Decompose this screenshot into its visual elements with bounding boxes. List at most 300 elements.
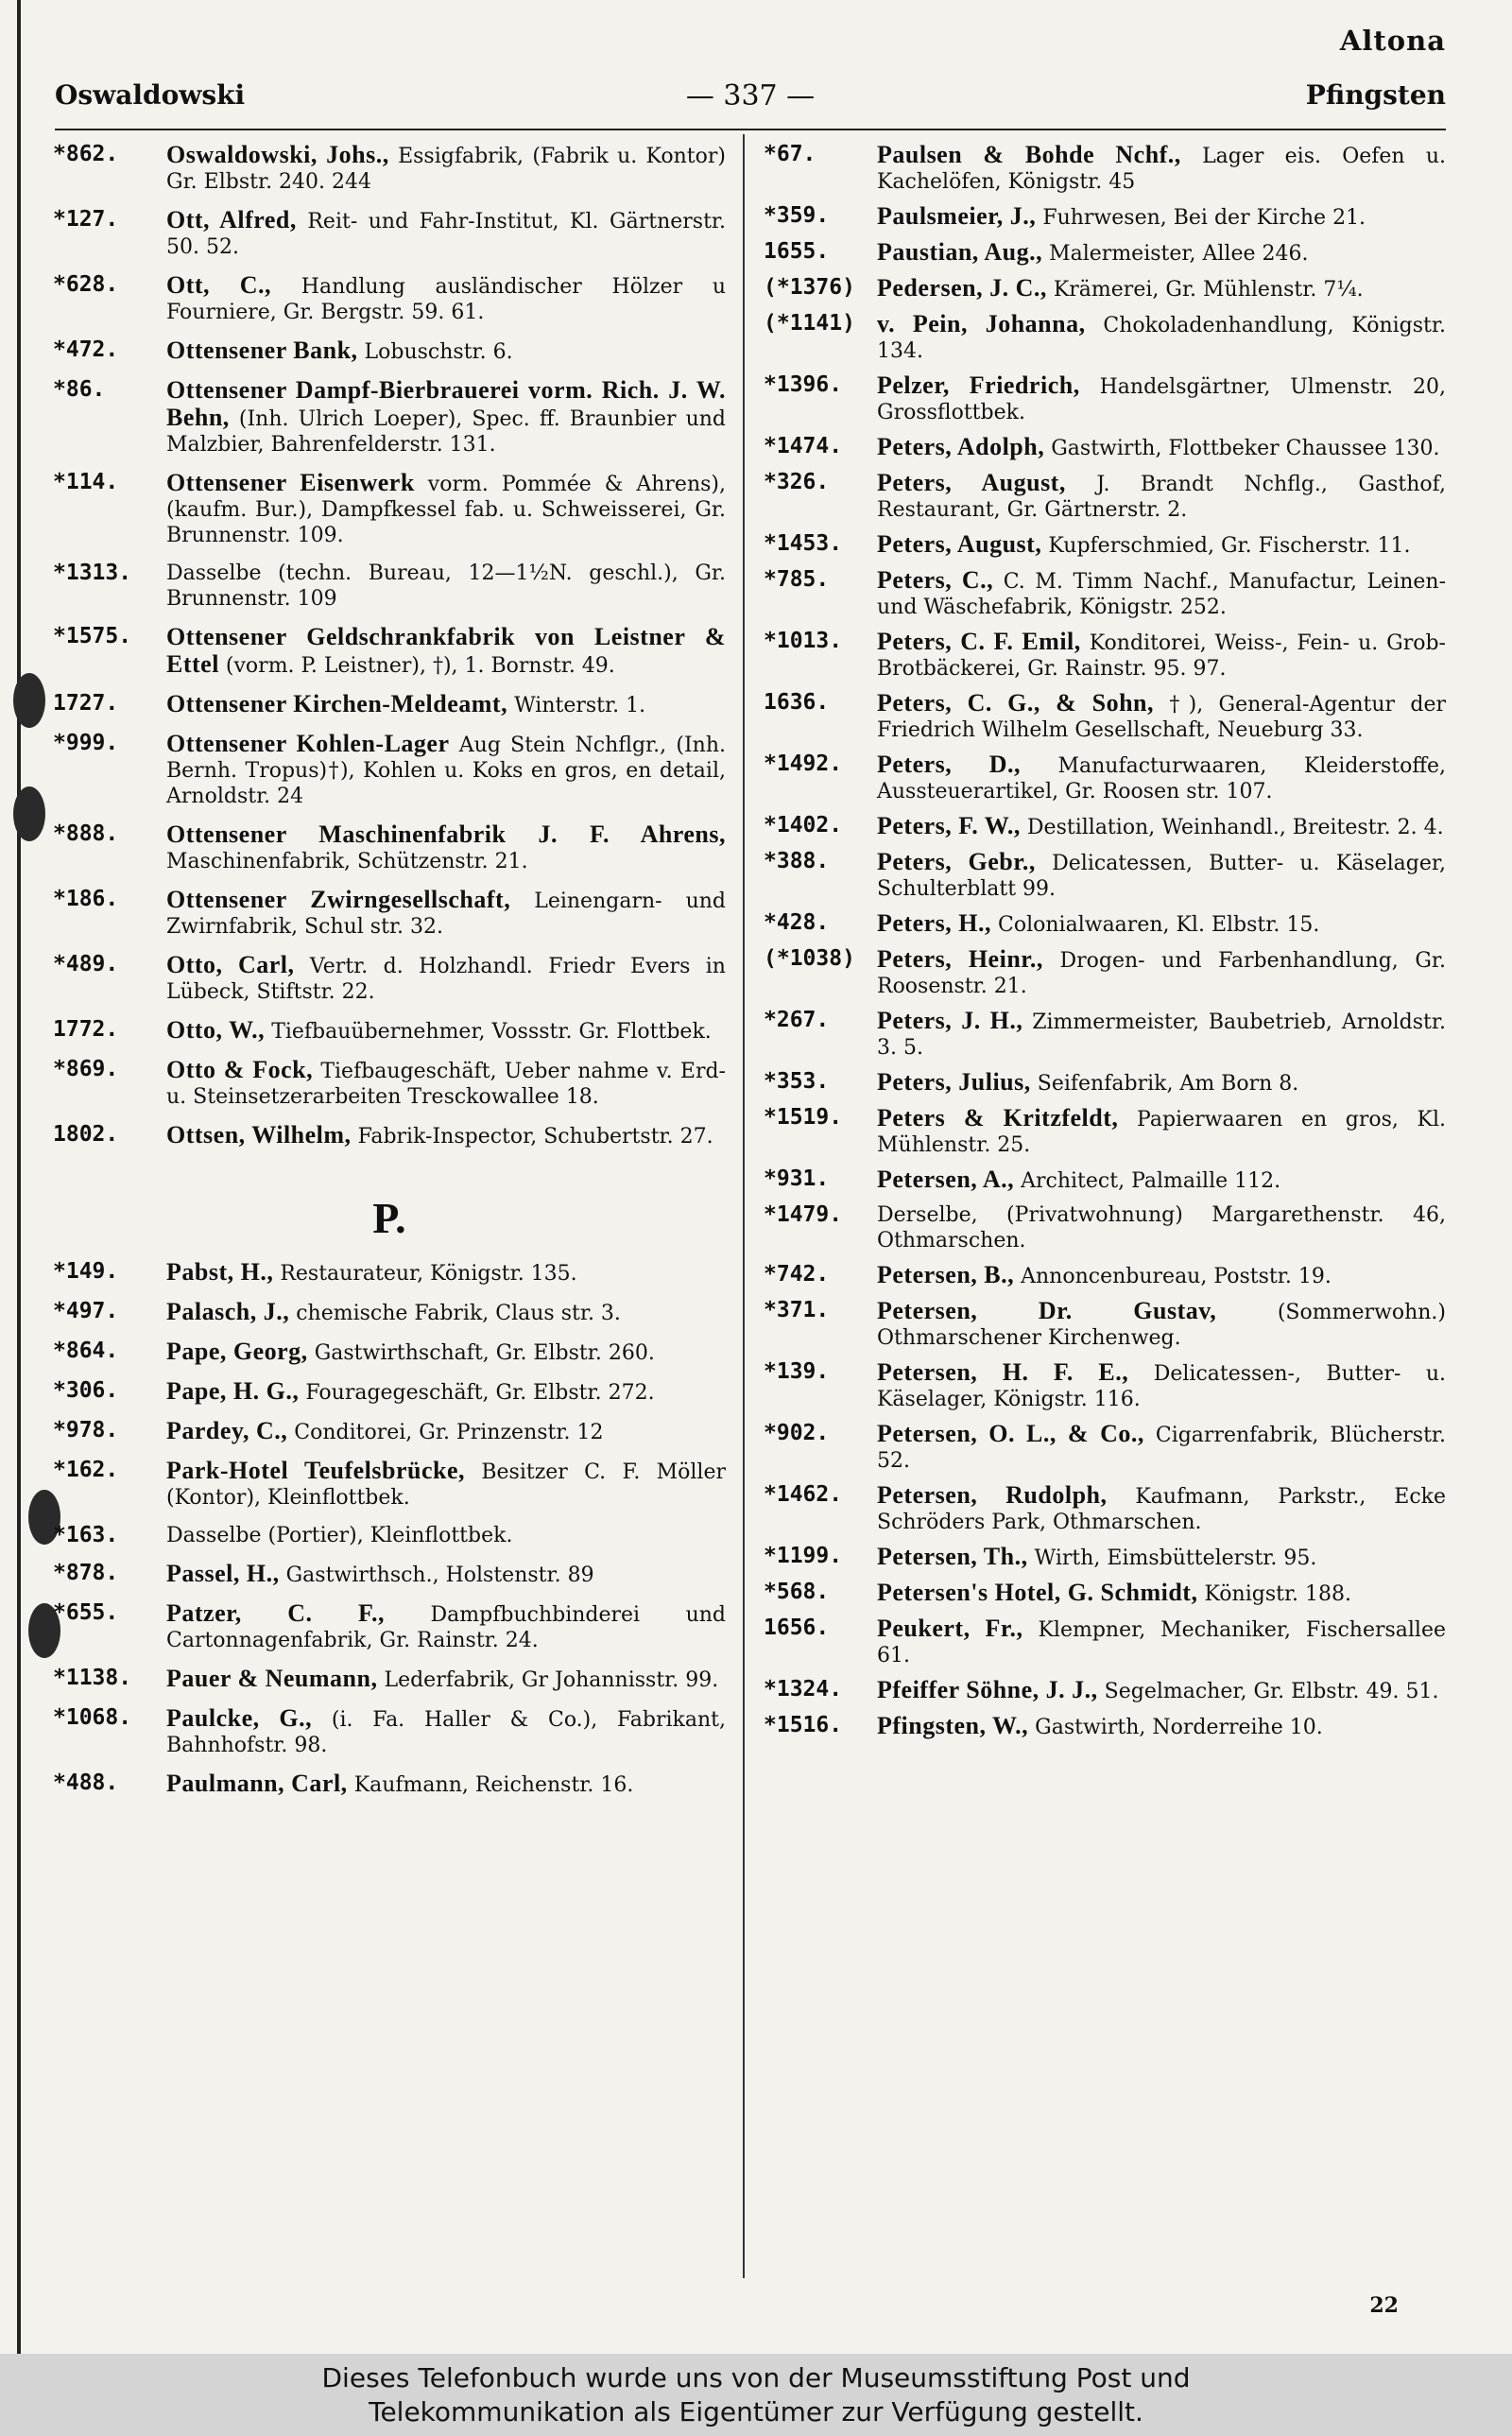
subscriber-name: Otto, Carl, [166,951,295,978]
subscriber-details: Dasselbe (techn. Bureau, 12—1½N. geschl.), Gr. Brunnenstr. 109 [166,561,726,611]
entry-text [166,952,726,1005]
subscriber-details: Conditorei, Gr. Prinzenstr. 12 [294,1421,604,1444]
directory-entry [764,470,1446,523]
entry-text [877,567,1446,620]
directory-entry [53,1458,726,1511]
subscriber-name: Pape, H. G., [166,1377,300,1405]
subscriber-details: Delicatessen-, Butter- u. Käselager, Königstr. 116. [877,1362,1447,1411]
entry-text [877,1359,1446,1412]
phone-number: *1453. [764,531,843,556]
directory-entry [764,629,1446,682]
subscriber-details: Architect, Palmaille 112. [1021,1169,1281,1193]
directory-entry [53,272,726,325]
phone-number: 1655. [764,239,830,264]
directory-entry [764,1298,1446,1351]
subscriber-name: Pelzer, Friedrich, [877,371,1080,399]
subscriber-details: Colonialwaaren, Kl. Elbstr. 15. [998,913,1320,937]
subscriber-name: Oswaldowski, Johs., [166,141,389,168]
subscriber-details: †), General-Agentur der Friedrich Wilhelm Gesellschaft, Neueburg 33. [877,693,1446,742]
phone-number: *306. [53,1378,119,1403]
subscriber-name: Pfeiffer Söhne, J. J., [877,1676,1098,1703]
subscriber-details: Kaufmann, Reichenstr. 16. [353,1773,634,1797]
subscriber-name: Palasch, J., [166,1298,290,1325]
punch-hole [13,673,45,728]
directory-entry [764,434,1446,461]
subscriber-name: Petersen, A., [877,1166,1015,1193]
directory-entry [764,1202,1446,1253]
directory-entry [53,1122,726,1149]
entry-text [166,821,726,874]
subscriber-details: Winterstr. 1. [514,694,646,717]
phone-number: *978. [53,1418,119,1443]
phone-number: *1492. [764,752,843,776]
entry-text [877,1008,1446,1061]
subscriber-details: Fabrik-Inspector, Schubertstr. 27. [357,1125,713,1149]
subscriber-details: Wirth, Eimsbüttelerstr. 95. [1034,1546,1317,1570]
subscriber-name: Peters, F. W., [877,812,1021,839]
subscriber-details: Gastwirthsch., Holstenstr. 89 [285,1564,594,1587]
directory-entry [764,946,1446,999]
directory-entry [764,752,1446,804]
subscriber-name: Ottensener Kohlen-Lager [166,730,450,757]
subscriber-details: Tiefbauübernehmer, Vossstr. Gr. Flottbek. [271,1020,712,1044]
subscriber-name: Petersen, H. F. E., [877,1358,1129,1386]
entry-text [877,1544,1446,1571]
directory-entry [764,1544,1446,1571]
subscriber-name: Passel, H., [166,1560,280,1587]
subscriber-details: chemische Fabrik, Claus str. 3. [296,1302,621,1325]
subscriber-name: Paulsmeier, J., [877,202,1037,230]
subscriber-name: Petersen, Dr. Gustav, [877,1297,1217,1324]
subscriber-details: Krämerei, Gr. Mühlenstr. 7¼. [1053,278,1364,302]
entry-text [877,1482,1446,1535]
directory-entry [764,1359,1446,1412]
phone-number: *139. [764,1359,830,1384]
phone-number: 1772. [53,1017,119,1042]
subscriber-details: Derselbe, (Privatwohnung) Margarethenstr. 46, Othmarschen. [877,1203,1446,1253]
phone-number: *489. [53,952,119,976]
directory-entry [764,1615,1446,1668]
phone-number: *359. [764,203,830,228]
entry-text [877,1105,1446,1158]
directory-entry [764,1677,1446,1704]
subscriber-details: Klempner, Mechaniker, Fischersallee 61. [877,1618,1447,1667]
binding-edge [17,0,21,2354]
subscriber-details: Aug Stein Nchflgr., (Inh. Bernh. Tropus)†), Kohlen u. Koks en gros, en detail, Arnoldstr. 24 [166,734,726,808]
phone-number: *785. [764,567,830,592]
directory-entry [53,1378,726,1406]
subscriber-name: v. Pein, Johanna, [877,310,1086,337]
subscriber-details: Lederfabrik, Gr Johannisstr. 99. [384,1668,719,1692]
subscriber-name: Pedersen, J. C., [877,274,1047,302]
entry-text [166,1299,726,1326]
entry-text [166,337,726,365]
subscriber-name: Petersen's Hotel, G. Schmidt, [877,1579,1198,1606]
entry-text [877,239,1446,267]
subscriber-details: Annoncenbureau, Poststr. 19. [1021,1265,1332,1288]
entry-text [877,1166,1446,1194]
directory-entry [764,203,1446,231]
phone-number: *149. [53,1259,119,1284]
punch-hole [13,786,45,841]
subscriber-details: Handelsgärtner, Ulmenstr. 20, Grossflottbek. [877,375,1446,424]
subscriber-name: Ott, C., [166,271,272,299]
entry-text [877,311,1446,364]
phone-number: (*1141) [764,311,855,336]
subscriber-name: Petersen, B., [877,1261,1015,1288]
subscriber-details: Lobuschstr. 6. [364,340,513,364]
phone-number: *1013. [764,629,843,653]
subscriber-details: Papierwaaren en gros, Kl. Mühlenstr. 25. [877,1108,1446,1157]
directory-entry [764,1105,1446,1158]
entry-text [166,1600,726,1653]
directory-entry [53,821,726,874]
subscriber-name: Patzer, C. F., [166,1599,386,1627]
directory-entry [53,1600,726,1653]
directory-entry [53,377,726,458]
directory-entry [53,1057,726,1110]
phone-number: *1462. [764,1482,843,1507]
phone-number: *1516. [764,1713,843,1737]
entry-text [877,372,1446,425]
subscriber-name: Peters, C. F. Emil, [877,628,1081,655]
entry-text [166,731,726,809]
entry-text [877,946,1446,999]
entry-text [877,1580,1446,1607]
entry-text [166,1561,726,1588]
phone-number: *1199. [764,1544,843,1568]
directory-entry [53,887,726,940]
phone-number: *862. [53,142,119,166]
phone-number: *163. [53,1523,119,1547]
subscriber-name: Pfingsten, W., [877,1712,1029,1739]
subscriber-name: Petersen, Th., [877,1543,1028,1570]
entry-text [166,1458,726,1511]
subscriber-details: Besitzer C. F. Möller (Kontor), Kleinflottbek. [166,1460,726,1510]
phone-number: *742. [764,1262,830,1287]
entry-text [877,434,1446,461]
directory-entry [764,311,1446,364]
subscriber-name: Paustian, Aug., [877,238,1043,266]
subscriber-name: Paulcke, G., [166,1704,313,1732]
entry-text [877,1713,1446,1740]
directory-entry [53,1561,726,1588]
subscriber-name: Peters, C. G., & Sohn, [877,689,1155,717]
subscriber-details: Destillation, Weinhandl., Breitestr. 2. 4. [1026,816,1444,839]
header-rule [55,129,1446,130]
directory-entry [53,691,726,718]
subscriber-name: Peters, Gebr., [877,848,1036,875]
subscriber-name: Paulsen & Bohde Nchf., [877,141,1181,168]
subscriber-details: Malermeister, Allee 246. [1049,242,1309,266]
entry-text [166,1122,726,1149]
entry-text [877,849,1446,902]
subscriber-name: Ottensener Kirchen-Meldeamt, [166,690,508,717]
directory-entry [764,910,1446,938]
subscriber-name: Peters, C., [877,566,994,594]
phone-number: *1324. [764,1677,843,1702]
entry-text [166,1771,726,1798]
phone-number: 1727. [53,691,119,716]
subscriber-name: Park-Hotel Teufelsbrücke, [166,1457,466,1484]
phone-number: *472. [53,337,119,362]
entry-text [166,1339,726,1366]
entry-text [166,377,726,458]
entry-text [166,1418,726,1445]
directory-entry [764,813,1446,840]
entry-text [877,1421,1446,1474]
entry-text [877,910,1446,938]
directory-entry [764,690,1446,743]
directory-entry [53,1017,726,1045]
right-column [764,142,1446,1749]
subscriber-name: Peters, D., [877,751,1022,778]
subscriber-details: Maschinenfabrik, Schützenstr. 21. [166,850,528,873]
directory-entry [764,239,1446,267]
phone-number: *86. [53,377,106,402]
subscriber-details: Segelmacher, Gr. Elbstr. 49. 51. [1104,1680,1439,1703]
subscriber-name: Peters, Julius, [877,1068,1031,1096]
subscriber-name: Pabst, H., [166,1258,274,1286]
phone-number: *267. [764,1008,830,1032]
subscriber-details: Restaurateur, Königstr. 135. [280,1262,577,1286]
phone-number: 1636. [764,690,830,715]
directory-entry [53,731,726,809]
running-header [55,79,1446,121]
directory-entry [53,1299,726,1326]
phone-number: *114. [53,470,119,494]
phone-number: *353. [764,1069,830,1094]
directory-entry [764,1069,1446,1097]
phone-number: *371. [764,1298,830,1322]
directory-entry [764,1008,1446,1061]
subscriber-details: Cigarrenfabrik, Blücherstr. 52. [877,1424,1446,1473]
subscriber-details: (Inh. Ulrich Loeper), Spec. ff. Braunbier und Malzbier, Bahrenfelderstr. 131. [166,407,727,457]
phone-number: (*1038) [764,946,855,971]
entry-text [877,203,1446,231]
directory-entry [53,470,726,548]
entry-text [877,1262,1446,1289]
subscriber-details: J. Brandt Nchflg., Gasthof, Restaurant, Gr. Gärtnerstr. 2. [877,473,1446,522]
directory-entry [53,624,726,679]
phone-number: *326. [764,470,830,494]
directory-entry [764,1580,1446,1607]
subscriber-details: Königstr. 188. [1204,1582,1352,1606]
subscriber-details: C. M. Timm Nachf., Manufactur, Leinen- und Wäschefabrik, Königstr. 252. [877,570,1446,619]
page-number: — 337 — [685,79,816,112]
subscriber-details: Gastwirth, Norderreihe 10. [1035,1716,1323,1739]
subscriber-details: Kupferschmied, Gr. Fischerstr. 11. [1048,534,1411,558]
directory-entry [764,1166,1446,1194]
phone-number: *67. [764,142,816,166]
directory-entry [764,849,1446,902]
subscriber-name: Peters, Adolph, [877,433,1045,460]
column-divider [743,134,745,2278]
entry-text [166,1259,726,1287]
phone-number: *497. [53,1299,119,1323]
entry-text [877,1202,1446,1253]
subscriber-details: Gastwirthschaft, Gr. Elbstr. 260. [314,1341,655,1365]
subscriber-details: Dasselbe (Portier), Kleinflottbek. [166,1524,513,1547]
subscriber-details: Zimmermeister, Baubetrieb, Arnoldstr. 3. 5. [877,1011,1446,1060]
subscriber-name: Ottensener Maschinenfabrik J. F. Ahrens, [166,821,726,848]
directory-entry [764,275,1446,302]
subscriber-name: Peters, J. H., [877,1007,1023,1034]
subscriber-name: Ottensener Eisenwerk [166,469,415,496]
phone-number: *388. [764,849,830,873]
entry-text [877,531,1446,559]
directory-entry [764,1482,1446,1535]
directory-entry [764,142,1446,195]
sheet-marker: 22 [1369,2293,1399,2318]
entry-text [877,470,1446,523]
entry-text [877,1069,1446,1097]
entry-text [877,142,1446,195]
directory-entry [764,1262,1446,1289]
subscriber-details: (vorm. P. Leistner), †), 1. Bornstr. 49. [225,654,615,678]
phone-number: *162. [53,1458,119,1482]
phone-number: *186. [53,887,119,911]
subscriber-name: Peters, H., [877,909,992,937]
footer-notice [0,2354,1512,2436]
subscriber-details: Drogen- und Farbenhandlung, Gr. Roosenstr. 21. [877,949,1446,998]
subscriber-name: Peters & Kritzfeldt, [877,1104,1119,1132]
entry-text [877,275,1446,302]
section-letter: P. [372,1194,406,1242]
directory-entry [53,952,726,1005]
subscriber-details: Seifenfabrik, Am Born 8. [1037,1072,1299,1096]
subscriber-details: Fuhrwesen, Bei der Kirche 21. [1042,206,1366,230]
phone-number: *878. [53,1561,119,1585]
directory-entry [53,1666,726,1693]
subscriber-name: Ottensener Bank, [166,337,358,364]
entry-text [166,207,726,260]
subscriber-details: Dampfbuchbinderei und Cartonnagenfabrik, Gr. Rainstr. 24. [166,1603,727,1652]
subscriber-name: Ottensener Geldschrankfabrik von Leistner & Ettel [166,623,726,678]
phone-number: *1402. [764,813,843,838]
phone-number: 1656. [764,1615,830,1640]
entry-text [166,887,726,940]
subscriber-name: Petersen, Rudolph, [877,1481,1108,1509]
directory-entry [53,1523,726,1548]
phone-number: (*1376) [764,275,855,300]
phone-number: *1474. [764,434,843,458]
footer-line: Dieses Telefonbuch wurde uns von der Museumsstiftung Post und [321,2362,1191,2393]
last-entry-name: Pfingsten [1305,79,1446,111]
subscriber-name: Ottsen, Wilhelm, [166,1121,352,1149]
subscriber-details: Vertr. d. Holzhandl. Friedr Evers in Lübeck, Stiftstr. 22. [166,955,726,1004]
subscriber-details: Handlung ausländischer Hölzer u Fourniere, Gr. Bergstr. 59. 61. [166,275,726,324]
directory-entry [764,567,1446,620]
entry-text [166,691,726,718]
subscriber-details: (Sommerwohn.) Othmarschener Kirchenweg. [877,1301,1446,1350]
entry-text [877,813,1446,840]
subscriber-name: Peukert, Fr., [877,1615,1023,1642]
phone-number: *568. [764,1580,830,1604]
entry-text [166,1017,726,1045]
phone-number: *655. [53,1600,119,1625]
directory-entry [53,561,726,612]
phone-number: *1519. [764,1105,843,1130]
subscriber-name: Otto, W., [166,1016,266,1044]
phone-number: *127. [53,207,119,232]
entry-text [877,1298,1446,1351]
entry-text [877,1677,1446,1704]
subscriber-details: Delicatessen, Butter- u. Käselager, Schulterblatt 99. [877,852,1446,901]
subscriber-name: Pardey, C., [166,1417,288,1444]
subscriber-details: Leinengarn- und Zwirnfabrik, Schul str. 32. [166,890,726,939]
subscriber-name: Peters, August, [877,469,1066,496]
subscriber-details: Lager eis. Oefen u. Kachelöfen, Königstr. 45 [877,145,1447,194]
phone-number: 1802. [53,1122,119,1147]
phone-number: *1575. [53,624,132,648]
subscriber-name: Petersen, O. L., & Co., [877,1420,1144,1447]
entry-text [877,1615,1446,1668]
entry-text [166,470,726,548]
subscriber-details: Reit- und Fahr-Institut, Kl. Gärtnerstr. 50. 52. [166,210,726,259]
entry-text [166,1666,726,1693]
subscriber-name: Ottensener Zwirngesellschaft, [166,886,511,913]
entry-text [877,690,1446,743]
phone-number: *1396. [764,372,843,397]
phone-number: *1479. [764,1202,843,1227]
directory-entry [764,531,1446,559]
entry-text [166,1378,726,1406]
phone-number: *428. [764,910,830,935]
phone-number: *628. [53,272,119,297]
directory-entry [764,1421,1446,1474]
directory-entry [53,1259,726,1287]
directory-entry [53,207,726,260]
subscriber-details: Kaufmann, Parkstr., Ecke Schröders Park, Othmarschen. [877,1485,1447,1534]
directory-entry [53,1705,726,1758]
phone-number: *902. [764,1421,830,1445]
first-entry-name: Oswaldowski [55,79,246,111]
subscriber-details: Tiefbaugeschäft, Ueber nahme v. Erd- u. Steinsetzerarbeiten Tresckowallee 18. [166,1060,726,1109]
subscriber-details: Manufacturwaaren, Kleiderstoffe, Aussteuerartikel, Gr. Roosen str. 107. [877,754,1446,803]
phone-number: *1138. [53,1666,132,1690]
subscriber-details: vorm. Pommée & Ahrens), (kaufm. Bur.), Dampfkessel fab. u. Schweisserei, Gr. Brunnenstr. 109. [166,473,726,547]
directory-entry [53,1418,726,1445]
subscriber-name: Ottensener Dampf-Bierbrauerei vorm. Rich. J. W. Behn, [166,376,726,431]
phone-number: *888. [53,821,119,846]
directory-entry [764,1713,1446,1740]
subscriber-details: Essigfabrik, (Fabrik u. Kontor) Gr. Elbstr. 240. 244 [166,145,726,194]
phone-number: *999. [53,731,119,755]
subscriber-name: Paulmann, Carl, [166,1770,348,1797]
subscriber-name: Pauer & Neumann, [166,1665,378,1692]
entry-text [877,752,1446,804]
entry-text [166,624,726,679]
phone-number: *931. [764,1166,830,1191]
subscriber-details: Chokoladenhandlung, Königstr. 134. [877,314,1446,363]
left-column [53,142,726,1810]
entry-text [166,1705,726,1758]
entry-text [166,1523,726,1548]
entry-text [166,272,726,325]
subscriber-name: Pape, Georg, [166,1338,308,1365]
footer-line: Telekommunikation als Eigentümer zur Verfügung gestellt. [369,2396,1143,2427]
entry-text [166,561,726,612]
directory-entry [53,337,726,365]
subscriber-name: Ott, Alfred, [166,206,297,233]
directory-entry [764,372,1446,425]
entry-text [166,1057,726,1110]
subscriber-name: Peters, Heinr., [877,945,1043,973]
entry-text [877,629,1446,682]
entry-text [166,142,726,195]
phone-number: *1313. [53,561,132,585]
